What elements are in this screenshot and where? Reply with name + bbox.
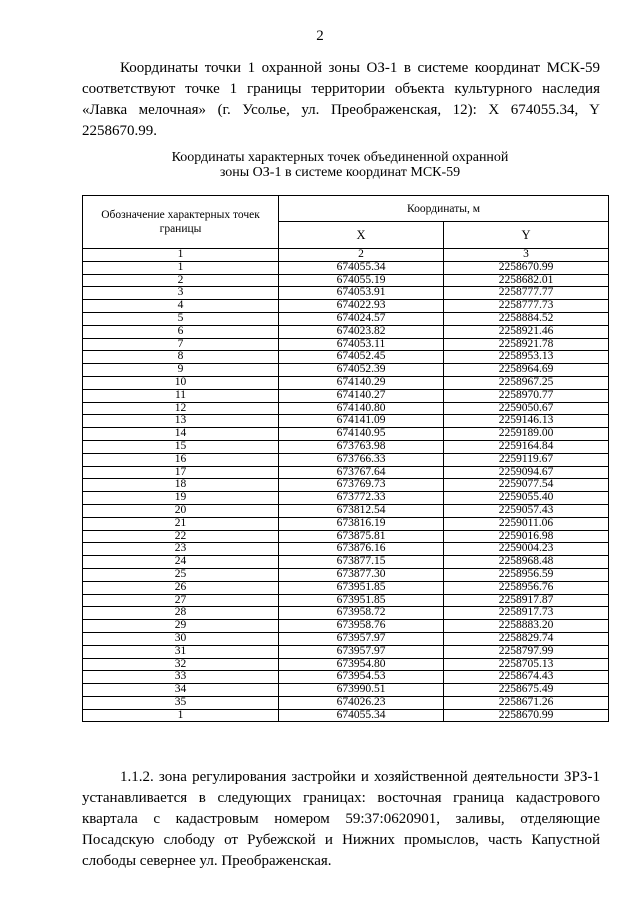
point-id-cell: 1 — [83, 261, 279, 274]
y-coordinate-cell: 2259164.84 — [444, 440, 609, 453]
y-coordinate-cell: 2258921.78 — [444, 338, 609, 351]
table-row — [83, 658, 609, 671]
x-coordinate-cell: 673954.80 — [279, 658, 444, 671]
table-row — [83, 543, 609, 556]
x-coordinate-cell: 674141.09 — [279, 415, 444, 428]
y-coordinate-cell: 2259119.67 — [444, 453, 609, 466]
y-coordinate-cell: 2258670.99 — [444, 261, 609, 274]
x-coordinate-cell: 674052.39 — [279, 364, 444, 377]
y-coordinate-cell: 2258777.73 — [444, 300, 609, 313]
y-coordinate-cell: 2258964.69 — [444, 364, 609, 377]
zone-description-paragraph: 1.1.2. зона регулирования застройки и хозяйственной деятельности ЗРЗ-1 устанавливается в следующих границах: восточная граница кадастрового квартала с кадастровым номером 59:37:0620901, заливы, отделяющие Посадскую слободу от Рубежской и Нижних промыслов, часть Капустной слободы севернее ул. Преображенская. — [82, 769, 600, 869]
table-row — [83, 607, 609, 620]
header-coordinates: Координаты, м — [279, 196, 609, 222]
column-number: 2 — [279, 249, 444, 262]
y-coordinate-cell: 2258705.13 — [444, 658, 609, 671]
y-coordinate-cell: 2259189.00 — [444, 428, 609, 441]
table-row — [83, 632, 609, 645]
header-point-designation: Обозначение характерных точек границы — [83, 196, 279, 249]
point-id-cell: 21 — [83, 517, 279, 530]
table-row — [83, 453, 609, 466]
y-coordinate-cell: 2258883.20 — [444, 620, 609, 633]
x-coordinate-cell: 673772.33 — [279, 492, 444, 505]
x-coordinate-cell: 674055.34 — [279, 261, 444, 274]
x-coordinate-cell: 673876.16 — [279, 543, 444, 556]
table-row — [83, 479, 609, 492]
table-row — [83, 389, 609, 402]
table-row — [83, 684, 609, 697]
y-coordinate-cell: 2258956.76 — [444, 581, 609, 594]
point-id-cell: 13 — [83, 415, 279, 428]
point-id-cell: 28 — [83, 607, 279, 620]
table-row — [83, 492, 609, 505]
table-row — [83, 351, 609, 364]
point-id-cell: 30 — [83, 632, 279, 645]
y-coordinate-cell: 2258970.77 — [444, 389, 609, 402]
y-coordinate-cell: 2259016.98 — [444, 530, 609, 543]
table-row — [83, 696, 609, 709]
point-id-cell: 32 — [83, 658, 279, 671]
y-coordinate-cell: 2258675.49 — [444, 684, 609, 697]
table-row — [83, 568, 609, 581]
table-title-line-1: Координаты характерных точек объединенной охранной — [171, 150, 509, 165]
x-coordinate-cell: 674022.93 — [279, 300, 444, 313]
point-id-cell: 26 — [83, 581, 279, 594]
y-coordinate-cell: 2259050.67 — [444, 402, 609, 415]
x-coordinate-cell: 674053.91 — [279, 287, 444, 300]
y-coordinate-cell: 2258671.26 — [444, 696, 609, 709]
table-row — [83, 428, 609, 441]
y-coordinate-cell: 2259057.43 — [444, 504, 609, 517]
y-coordinate-cell: 2258968.48 — [444, 556, 609, 569]
y-coordinate-cell: 2258921.46 — [444, 325, 609, 338]
table-row — [83, 338, 609, 351]
table-row — [83, 402, 609, 415]
point-id-cell: 25 — [83, 568, 279, 581]
table-row — [83, 594, 609, 607]
point-id-cell: 35 — [83, 696, 279, 709]
x-coordinate-cell: 674140.29 — [279, 376, 444, 389]
y-coordinate-cell: 2258670.99 — [444, 709, 609, 722]
table-row — [83, 581, 609, 594]
point-id-cell: 9 — [83, 364, 279, 377]
table-row — [83, 312, 609, 325]
point-id-cell: 7 — [83, 338, 279, 351]
point-id-cell: 23 — [83, 543, 279, 556]
table-row — [83, 440, 609, 453]
point-id-cell: 19 — [83, 492, 279, 505]
y-coordinate-cell: 2258682.01 — [444, 274, 609, 287]
page-number: 2 — [316, 28, 324, 44]
x-coordinate-cell: 673812.54 — [279, 504, 444, 517]
point-id-cell: 2 — [83, 274, 279, 287]
table-row — [83, 287, 609, 300]
point-id-cell: 17 — [83, 466, 279, 479]
point-id-cell: 24 — [83, 556, 279, 569]
point-id-cell: 4 — [83, 300, 279, 313]
point-id-cell: 8 — [83, 351, 279, 364]
x-coordinate-cell: 673990.51 — [279, 684, 444, 697]
point-id-cell: 1 — [83, 709, 279, 722]
y-coordinate-cell: 2258797.99 — [444, 645, 609, 658]
point-id-cell: 15 — [83, 440, 279, 453]
x-coordinate-cell: 673957.97 — [279, 645, 444, 658]
point-id-cell: 29 — [83, 620, 279, 633]
header-y: Y — [444, 222, 609, 249]
table-title — [0, 150, 640, 180]
point-id-cell: 14 — [83, 428, 279, 441]
point-id-cell: 33 — [83, 671, 279, 684]
table-row — [83, 709, 609, 722]
point-id-cell: 10 — [83, 376, 279, 389]
point-id-cell: 5 — [83, 312, 279, 325]
y-coordinate-cell: 2258953.13 — [444, 351, 609, 364]
x-coordinate-cell: 673951.85 — [279, 594, 444, 607]
x-coordinate-cell: 674052.45 — [279, 351, 444, 364]
table-title-line-2: зоны ОЗ-1 в системе координат МСК-59 — [219, 165, 461, 180]
x-coordinate-cell: 673951.85 — [279, 581, 444, 594]
y-coordinate-cell: 2258956.59 — [444, 568, 609, 581]
x-coordinate-cell: 673875.81 — [279, 530, 444, 543]
x-coordinate-cell: 674140.95 — [279, 428, 444, 441]
x-coordinate-cell: 673957.97 — [279, 632, 444, 645]
coordinates-table — [82, 195, 609, 722]
table-row — [83, 466, 609, 479]
table-row — [83, 364, 609, 377]
x-coordinate-cell: 674024.57 — [279, 312, 444, 325]
y-coordinate-cell: 2259055.40 — [444, 492, 609, 505]
point-id-cell: 22 — [83, 530, 279, 543]
y-coordinate-cell: 2259004.23 — [444, 543, 609, 556]
y-coordinate-cell: 2258829.74 — [444, 632, 609, 645]
x-coordinate-cell: 673877.15 — [279, 556, 444, 569]
y-coordinate-cell: 2259146.13 — [444, 415, 609, 428]
y-coordinate-cell: 2258777.77 — [444, 287, 609, 300]
x-coordinate-cell: 674055.19 — [279, 274, 444, 287]
x-coordinate-cell: 673954.53 — [279, 671, 444, 684]
y-coordinate-cell: 2258917.87 — [444, 594, 609, 607]
x-coordinate-cell: 673769.73 — [279, 479, 444, 492]
x-coordinate-cell: 673763.98 — [279, 440, 444, 453]
table-row — [83, 671, 609, 684]
x-coordinate-cell: 674055.34 — [279, 709, 444, 722]
point-id-cell: 27 — [83, 594, 279, 607]
x-coordinate-cell: 673958.72 — [279, 607, 444, 620]
y-coordinate-cell: 2259077.54 — [444, 479, 609, 492]
column-number-row — [83, 249, 609, 262]
table-row — [83, 556, 609, 569]
table-row — [83, 645, 609, 658]
table-row — [83, 620, 609, 633]
point-id-cell: 12 — [83, 402, 279, 415]
y-coordinate-cell: 2258674.43 — [444, 671, 609, 684]
point-id-cell: 6 — [83, 325, 279, 338]
point-id-cell: 34 — [83, 684, 279, 697]
table-row — [83, 376, 609, 389]
column-number: 3 — [444, 249, 609, 262]
column-number: 1 — [83, 249, 279, 262]
x-coordinate-cell: 674140.80 — [279, 402, 444, 415]
point-id-cell: 16 — [83, 453, 279, 466]
point-id-cell: 31 — [83, 645, 279, 658]
x-coordinate-cell: 673767.64 — [279, 466, 444, 479]
x-coordinate-cell: 674053.11 — [279, 338, 444, 351]
x-coordinate-cell: 674023.82 — [279, 325, 444, 338]
x-coordinate-cell: 674140.27 — [279, 389, 444, 402]
point-id-cell: 20 — [83, 504, 279, 517]
x-coordinate-cell: 673877.30 — [279, 568, 444, 581]
table-row — [83, 325, 609, 338]
x-coordinate-cell: 673816.19 — [279, 517, 444, 530]
header-x: X — [279, 222, 444, 249]
point-id-cell: 18 — [83, 479, 279, 492]
table-row — [83, 415, 609, 428]
x-coordinate-cell: 674026.23 — [279, 696, 444, 709]
y-coordinate-cell: 2259094.67 — [444, 466, 609, 479]
x-coordinate-cell: 673958.76 — [279, 620, 444, 633]
table-row — [83, 517, 609, 530]
intro-paragraph: Координаты точки 1 охранной зоны ОЗ-1 в системе координат МСК-59 соответствуют точке 1 границы территории объекта культурного наследия «Лавка мелочная» (г. Усолье, ул. Преображенская, 12): X 674055.34, Y 2258670.99. — [82, 60, 600, 139]
table-row — [83, 300, 609, 313]
point-id-cell: 11 — [83, 389, 279, 402]
point-id-cell: 3 — [83, 287, 279, 300]
table-row — [83, 504, 609, 517]
y-coordinate-cell: 2258917.73 — [444, 607, 609, 620]
y-coordinate-cell: 2258884.52 — [444, 312, 609, 325]
x-coordinate-cell: 673766.33 — [279, 453, 444, 466]
table-row — [83, 274, 609, 287]
y-coordinate-cell: 2258967.25 — [444, 376, 609, 389]
table-row — [83, 261, 609, 274]
table-body — [83, 249, 609, 722]
table-row — [83, 530, 609, 543]
y-coordinate-cell: 2259011.06 — [444, 517, 609, 530]
